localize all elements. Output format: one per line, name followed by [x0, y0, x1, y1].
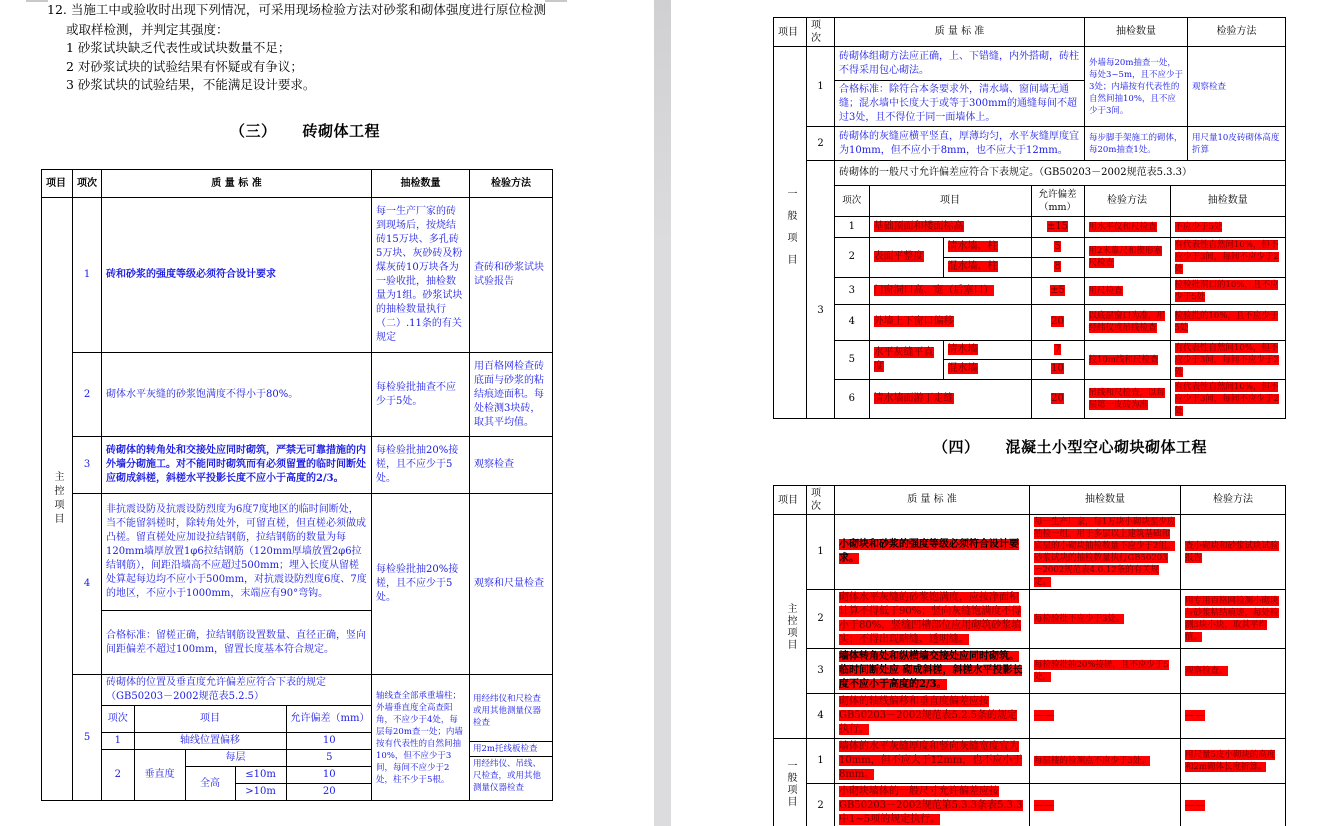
sub-row-sub2: >10m — [235, 784, 286, 801]
sub-row-method: 拉10m线和尺检查 — [1088, 354, 1159, 365]
subtable-row — [835, 237, 1285, 257]
row-standard-pass: 合格标准：除符合本条要求外，清水墙、窗间墙无通缝；混水墙中长度大于或等于300mm的通缝每间不超过3处，且不得位于同一面墙体上。 — [835, 81, 1085, 127]
sub-row-value: 5 — [286, 750, 372, 767]
row-sampling: 每检验批抽20%接槎，且不应少于5处。 — [372, 494, 470, 675]
sub-row-sub: 混水墙 — [947, 363, 978, 375]
size-tolerance-cell — [835, 186, 1286, 419]
row-standard-pass: 合格标准：留槎正确，拉结钢筋设置数量、直径正确，竖向间距偏差不超过100mm，留置长度基本符合规定。 — [102, 611, 372, 675]
section-text: 混凝土小型空心砌块砌体工程 — [1005, 438, 1208, 456]
row-num: 5 — [73, 675, 102, 801]
table-row — [774, 590, 1286, 649]
table-row — [42, 198, 553, 353]
row-sampling: 每检验批抽20%接槎，且不应少于5处。 — [372, 437, 470, 494]
section-number: （三） — [230, 122, 277, 140]
row-method: 用尺量5皮小砌块的高度和2m砌体长度折算。 — [1185, 750, 1276, 772]
sub-row-method: 用尺检查 — [1088, 285, 1123, 296]
brick-masonry-table — [41, 169, 553, 801]
table-row — [774, 739, 1286, 784]
group-label-main: 主控项目 — [42, 198, 73, 801]
section-title-4 — [933, 436, 1207, 457]
row-sampling: 每检验批抽20%接槎，且不应少于5处。 — [1034, 660, 1169, 682]
sub-row-num: 5 — [835, 340, 869, 379]
sub-row-item: 门窗洞口高、宽（后塞口） — [873, 284, 994, 296]
row-method: 查小砌块和砂浆试块试验报告 — [1185, 541, 1279, 563]
row-standard: 小砌块和砂浆的强度等级必须符合设计要求。 — [839, 539, 1019, 564]
table-row — [42, 437, 553, 494]
document-page-right — [671, 0, 1319, 826]
row-standard: 砌体的轴线偏移和垂直度偏差应按GB50203－2002规范表5.2.5条的规定执行。 — [839, 696, 1018, 735]
sub-row-sub: 清水墙 — [947, 343, 978, 355]
header-standard: 质 量 标 准 — [835, 18, 1085, 47]
sub-header-seq: 项次 — [102, 706, 134, 733]
sub-row-value: 10 — [1051, 363, 1064, 375]
sub-row-item: 外墙上下窗口偏移 — [873, 316, 954, 327]
row-num: 1 — [73, 198, 102, 353]
row-sampling: —— — [1034, 710, 1054, 721]
header-sampling: 抽检数量 — [1085, 18, 1188, 47]
subtable-row — [102, 733, 372, 750]
table-row — [774, 127, 1286, 161]
sub-row-value: ±15 — [1046, 220, 1069, 232]
group-label-main: 主控项目 — [774, 515, 807, 739]
row-standard: 砖砌体的灰缝应横平竖直，厚薄均匀，水平灰缝厚度宜为10mm，但不应小于8mm，也不应大于12mm。 — [835, 127, 1085, 161]
intro-line-2: 或取样检测，并判定其强度： — [66, 22, 229, 37]
group-label-general: 一般项目 — [774, 739, 807, 826]
sub-row-item: 清水墙面游丁走缝 — [873, 392, 954, 404]
row-method: 用尺量10皮砖砌体高度折算 — [1188, 127, 1286, 161]
sub-row-method: 以底层窗口为准，用经纬仪或吊线检查 — [1088, 311, 1166, 333]
size-tolerance-subtable — [835, 186, 1285, 418]
sub-row-method: 用水平仪和尺检查 — [1088, 221, 1157, 232]
subtable-header-row — [102, 706, 372, 733]
row-num: 1 — [807, 47, 835, 127]
sub-header-item: 项目 — [869, 186, 1031, 216]
row-num: 4 — [807, 694, 835, 739]
header-seq: 项次 — [73, 170, 102, 198]
tolerance-subtable — [102, 705, 372, 800]
header-standard: 质 量 标 准 — [835, 486, 1030, 515]
subtable-row — [835, 277, 1285, 304]
header-method: 检验方法 — [470, 170, 553, 198]
sub-row-item: 垂直度 — [134, 750, 185, 801]
header-seq: 项次 — [807, 18, 835, 47]
intro-sub-item: 2 对砂浆试块的试验结果有怀疑或有争议； — [66, 59, 303, 74]
table-header-row — [42, 170, 553, 198]
page-corner-mark — [26, 0, 48, 2]
row-sampling: 每检验批抽查不应少于5处。 — [372, 353, 470, 437]
row-sampling: 每层楼的检测点不应少于3处。 — [1034, 756, 1150, 766]
sub-row-value: 20 — [1051, 316, 1064, 327]
row-method: 用经纬仪和尺检查或用其他测量仪器检查 — [470, 680, 552, 742]
sub-row-item: 水平灰缝平直度 — [873, 346, 934, 372]
row-num: 2 — [807, 590, 835, 649]
row-method: 用2m托线板检查 — [470, 742, 552, 757]
row-method: 用经纬仪、吊线、尺检查，或用其他测量仪器检查 — [473, 759, 542, 793]
row-num: 3 — [807, 161, 835, 419]
sub-header-tolerance: 允许偏差（mm） — [1031, 186, 1084, 216]
sub-header-tolerance: 允许偏差（mm） — [286, 706, 372, 733]
row-standard: 砖砌体的一般尺寸允许偏差应符合下表规定。（GB50203－2002规范表5.3.3） — [835, 161, 1286, 186]
sub-row-num: 1 — [102, 733, 134, 750]
sub-row-value: 20 — [1051, 392, 1064, 404]
document-page-left — [0, 0, 654, 826]
table-row — [774, 161, 1286, 186]
row-method: 观察检查 — [1188, 47, 1286, 127]
row-sampling: 每一生产厂家，每1万块小砌块至少应抽检一组。用于多层以上建筑基础和底层的小砌块抽检数量不应少于2组。砂浆试块的抽检数量执行GB50203－2002规范表4.0.12条的有关规定。 — [1034, 517, 1176, 587]
sub-row-sub: 清水墙、柱 — [947, 241, 998, 252]
header-seq: 项次 — [807, 486, 835, 515]
row-sampling: 每步脚手架施工的砌体，每20m抽查1处。 — [1085, 127, 1188, 161]
table-row — [774, 694, 1286, 739]
sub-row-sub: 全高 — [185, 767, 235, 801]
sub-row-num: 3 — [835, 277, 869, 304]
header-sampling: 抽检数量 — [1030, 486, 1181, 515]
page-corner-mark — [545, 0, 567, 2]
sub-row-item: 基础顶面和楼面标高 — [873, 220, 964, 232]
subtable-row — [102, 750, 372, 767]
row-sampling: 外墙每20m抽查一处，每处3~5m，且不应少于3处；内墙按有代表性的自然间抽10%，且不应少于3间。 — [1085, 47, 1188, 127]
row-sampling: 轴线查全部承重墙柱；外墙垂直度全高查阳角，不应少于4处，每层每20m查一处；内墙按有代表性的自然间抽10%，但不应少于3间，每间不应少于2处，柱不少于5根。 — [372, 675, 470, 801]
row-standard: 墙体的水平灰缝厚度和竖向灰缝宽度宜为10mm，但不应大于12mm，也不应小于8mm。 — [839, 741, 1023, 780]
subtable-row — [835, 379, 1285, 418]
page-separator — [654, 0, 671, 826]
row-method: 观察检查 — [470, 437, 553, 494]
sub-row-method: 吊线和尺检查，以每层第一皮砖为准 — [1088, 387, 1166, 410]
header-item: 项目 — [774, 486, 807, 515]
sub-row-value: 20 — [286, 784, 372, 801]
row-standard: 非抗震设防及抗震设防烈度为6度7度地区的临时间断处，当不能留斜槎时，除转角处外，可留直槎，但直槎必须做成凸槎。留直槎处应加设拉结钢筋，拉结钢筋的数量为每120mm墙厚放置1φ6拉结钢筋（120mm厚墙放置2φ6拉结钢筋），间距沿墙高不应超过500mm；埋入长度从留槎处算起每边均不应小于500mm，对抗震设防烈度6度、7度的地区，不应小于1000mm，末端应有90°弯钩。 — [102, 494, 372, 611]
subtable-row — [835, 340, 1285, 360]
row-method: 用百格网检查砖底面与砂浆的粘结痕迹面积。每处检测3块砖，取其平均值。 — [470, 353, 553, 437]
section-number: （四） — [933, 438, 980, 456]
row-num: 3 — [807, 649, 835, 694]
sub-row-num: 1 — [835, 216, 869, 237]
intro-sub-item: 1 砂浆试块缺乏代表性或试块数量不足； — [66, 40, 291, 55]
sub-row-value: ±5 — [1050, 284, 1065, 296]
sub-row-value: 10 — [286, 733, 372, 750]
intro-sub-item: 3 砂浆试块的试验结果，不能满足设计要求。 — [66, 77, 316, 92]
table-row — [774, 784, 1286, 826]
row-method: —— — [1185, 710, 1205, 721]
sub-row-sampling: 有代表性自然间10%，但不应少于3间，每间不应少于2处 — [1174, 342, 1279, 377]
row-method: 观察检查。 — [1185, 666, 1228, 676]
sub-row-sampling: 有代表性自然间10%，但不应少于3间，每间不应少于2处 — [1174, 240, 1279, 274]
header-item: 项目 — [42, 170, 73, 198]
intro-line-1: 12. 当施工中或验收时出现下列情况，可采用现场检验方法对砂浆和砌体强度进行原位检测 — [47, 2, 546, 17]
sub-header-item: 项目 — [134, 706, 286, 733]
sub-header-method: 检验方法 — [1084, 186, 1170, 216]
row-standard: 砌体水平灰缝的砂浆饱满度，应按净面积计算不得低于90%；竖向灰缝饱满度不得小于80%，竖缝凹槽部位应用砌筑砂浆填实；不得出现瞎缝、透明缝。 — [839, 592, 1022, 645]
sub-row-sampling: 不应少于5处 — [1174, 221, 1223, 232]
sub-header-seq: 项次 — [835, 186, 869, 216]
table-row-sub — [774, 186, 1286, 419]
sub-header-sampling: 抽检数量 — [1170, 186, 1285, 216]
row-standard: 砖砌体的位置及垂直度允许偏差应符合下表的规定（GB50203－2002规范表5.2.5） — [106, 677, 326, 702]
group-label-general: 一般项目 — [774, 47, 807, 419]
sub-row-value: 7 — [1054, 343, 1061, 355]
row-standard: 砌体水平灰缝的砂浆饱满度不得小于80%。 — [102, 353, 372, 437]
sub-row-num: 6 — [835, 379, 869, 418]
sub-row-num: 4 — [835, 304, 869, 340]
sub-row-item: 表面平整度 — [873, 251, 924, 262]
row-num: 1 — [807, 515, 835, 590]
row-method: —— — [1185, 800, 1205, 811]
row-num: 4 — [73, 494, 102, 675]
table-row — [774, 47, 1286, 81]
section-title-3 — [230, 120, 380, 141]
row-standard: 砖砌体的转角处和交接处应同时砌筑，严禁无可靠措施的内外墙分砌施工。对不能同时砌筑而有必须留置的临时间断处应砌成斜槎，斜槎水平投影长度不应小于高度的2/3。 — [102, 437, 372, 494]
header-standard: 质 量 标 准 — [102, 170, 372, 198]
row-sampling: 每检验批不应少于3处。 — [1034, 614, 1125, 624]
table-header-row — [774, 486, 1286, 515]
table-header-row — [774, 18, 1286, 47]
row-method: 查砖和砂浆试块试验报告 — [470, 198, 553, 353]
row-standard: 小砌块墙体的一般尺寸允许偏差应按GB50203－2002规范第5.3.3条表5.3.3中1~5项的规定执行。 — [839, 786, 1023, 825]
row-num: 1 — [807, 739, 835, 784]
header-method: 检验方法 — [1188, 18, 1286, 47]
brick-general-table — [773, 17, 1286, 419]
table-row — [42, 353, 553, 437]
sub-row-sampling: 有代表性自然间10%，但不应少于3间，每间不应少于2处 — [1174, 381, 1279, 416]
sub-row-num: 2 — [102, 750, 134, 801]
sub-row-sub: 混水墙、柱 — [947, 261, 998, 272]
row-num: 2 — [807, 127, 835, 161]
subtable-row — [835, 304, 1285, 340]
sub-row-num: 2 — [835, 237, 869, 277]
sub-row-method: 用2米靠尺和楔形塞尺检查 — [1088, 246, 1162, 268]
sub-row-value: 8 — [1054, 261, 1061, 272]
sub-row-item: 轴线位置偏移 — [134, 733, 286, 750]
section-text: 砖砌体工程 — [302, 122, 381, 140]
header-item: 项目 — [774, 18, 807, 47]
block-masonry-table — [773, 485, 1286, 826]
table-row — [774, 515, 1286, 590]
row-method: 用专用百格网检测小砌块与砂浆粘结痕迹，每处检测3块小块，取其平均值。 — [1185, 596, 1279, 642]
header-sampling: 抽检数量 — [372, 170, 470, 198]
table-row — [774, 649, 1286, 694]
sub-row-sampling: 检验批洞口的10%，且不应少于5处 — [1174, 279, 1279, 302]
row-standard: 墙体转角处和纵横墙交接处应同时砌筑。临时间断处应 砌成斜槎，斜槎水平投影长度不应小于高度的2/3。 — [839, 651, 1023, 690]
sub-row-value: 5 — [1054, 241, 1061, 252]
row-method-cell — [470, 675, 553, 801]
subtable-header-row — [835, 186, 1285, 216]
sub-row-value: 10 — [286, 767, 372, 784]
row-sampling: 每一生产厂家的砖到现场后，按烧结砖15万块、多孔砖5万块、灰砂砖及粉煤灰砖10万块各为一验收批，抽检数量为1组。砂浆试块的抽检数量执行（二）.11条的有关规定 — [372, 198, 470, 353]
row-standard: 砖砌体组砌方法应正确，上、下错缝，内外搭砌，砖柱不得采用包心砌法。 — [835, 47, 1085, 81]
row-num: 3 — [73, 437, 102, 494]
sub-row-sub: 每层 — [185, 750, 286, 767]
row-num: 2 — [807, 784, 835, 826]
sub-row-sub2: ≤10m — [235, 767, 286, 784]
row-standard-cell — [102, 675, 372, 801]
subtable-row — [835, 216, 1285, 237]
table-row — [42, 675, 553, 801]
row-num: 2 — [73, 353, 102, 437]
sub-row-sampling: 检验批的10%，且不应少于5处 — [1174, 311, 1279, 333]
row-method: 观察和尺量检查 — [470, 494, 553, 675]
row-sampling: —— — [1034, 800, 1054, 811]
row-standard: 砖和砂浆的强度等级必须符合设计要求 — [102, 198, 372, 353]
table-row — [42, 494, 553, 611]
header-method: 检验方法 — [1181, 486, 1286, 515]
